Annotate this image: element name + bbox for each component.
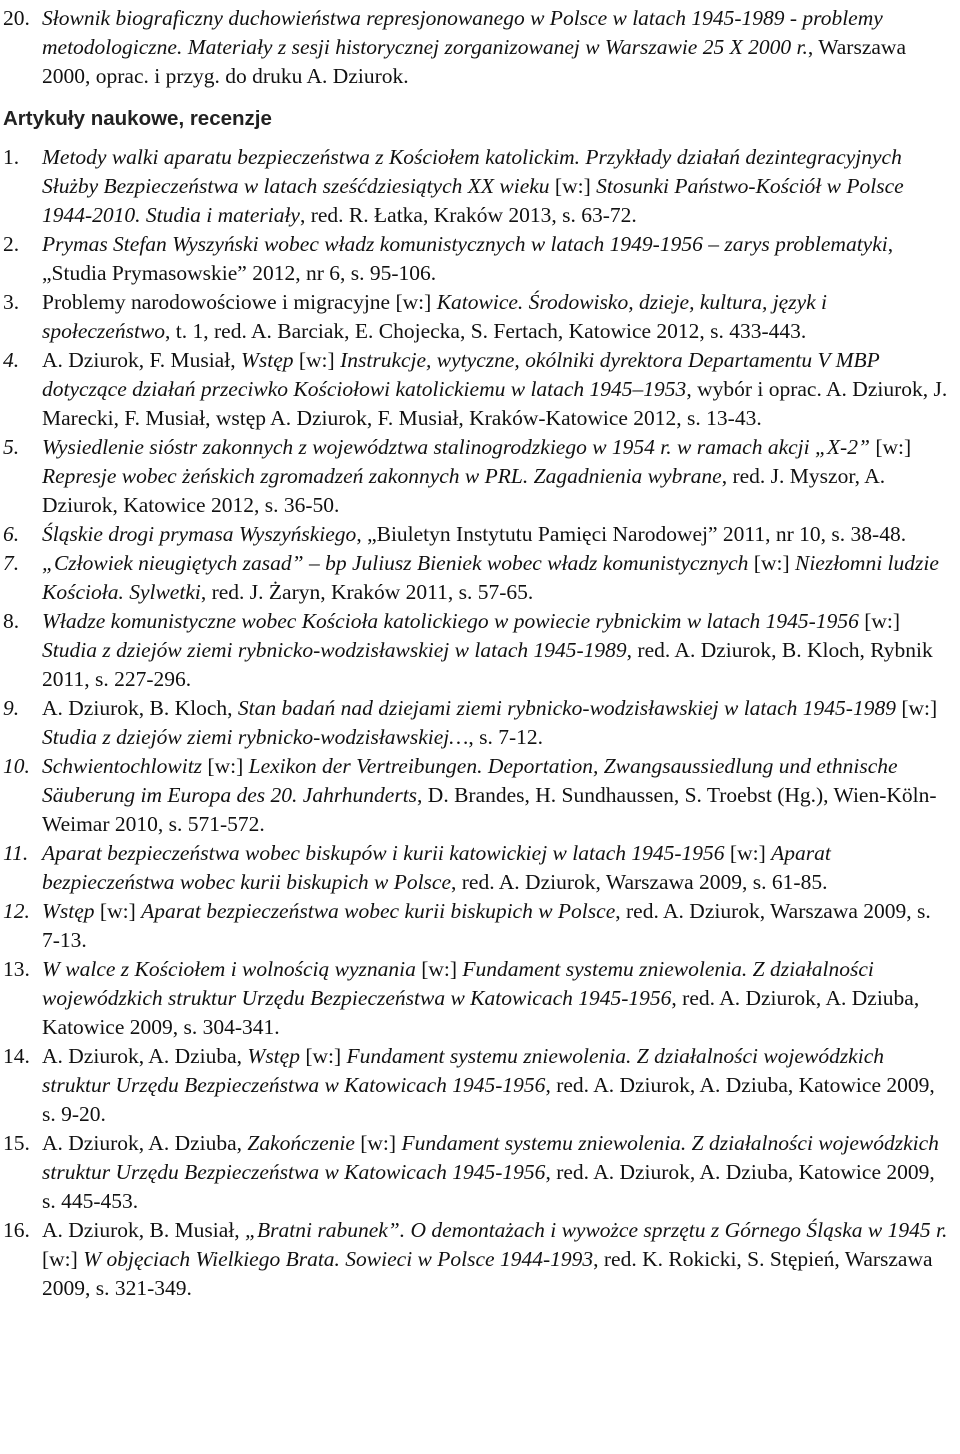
entry-text: [w:] xyxy=(42,1247,84,1271)
entry-text: [w:] xyxy=(724,841,772,865)
entry-text: , wybór i oprac. A. Dziurok, J. Marecki, F. Musiał, wstęp A. Dziurok, F. Musiał, Kraków-Katowice 2012, s. 13-43. xyxy=(42,377,948,430)
entry-text: [w:] xyxy=(869,435,912,459)
bibliography-list xyxy=(0,143,960,1303)
entry-title-text: Instrukcje, wytyczne, okólniki dyrektora Departamentu V MBP dotyczące działań przeciwko Kościołowi katolickiemu w latach 1945–1953 xyxy=(42,348,880,401)
entry-text: [w:] xyxy=(354,1131,402,1155)
entry-text: A. Dziurok, A. Dziuba, xyxy=(42,1131,248,1155)
entry-title-text: Aparat bezpieczeństwa wobec kurii biskupich w Polsce xyxy=(141,899,616,923)
entry-number: 16. xyxy=(3,1218,30,1242)
entry-title-text: Studia z dziejów ziemi rybnicko-wodzisławskiej w latach 1945-1989 xyxy=(42,638,627,662)
entry-text: [w:] xyxy=(94,899,142,923)
entry-number: 2. xyxy=(3,232,20,256)
entry-title-text: Zakończenie xyxy=(247,1131,355,1155)
entry-title-text: Fundament systemu zniewolenia. Z działalności wojewódzkich struktur Urzędu Bezpieczeństwa w Katowicach 1945-1956 xyxy=(42,1131,939,1184)
bibliography-entry xyxy=(0,694,960,752)
entry-text: A. Dziurok, B. Musiał, xyxy=(42,1218,246,1242)
entry-title-text: Aparat bezpieczeństwa wobec kurii biskupich w Polsce xyxy=(42,841,831,894)
entry-number: 10. xyxy=(3,754,30,778)
entry-text: [w:] xyxy=(748,551,795,575)
entry-text: [w:] xyxy=(293,348,341,372)
entry-number: 15. xyxy=(3,1131,30,1155)
entry-number: 13. xyxy=(3,957,30,981)
entry-text: , red. A. Dziurok, Warszawa 2009, s. 7-13. xyxy=(42,899,931,952)
entry-title-text: „Człowiek nieugiętych zasad” – bp Juliusz Bieniek wobec władz komunistycznych xyxy=(42,551,749,575)
section-heading: Artykuły naukowe, recenzje xyxy=(3,107,272,130)
entry-title-text: Lexikon der Vertreibungen. Deportation, Zwangsaussiedlung und ethnische Säuberung im Europa des 20. Jahrhunderts xyxy=(42,754,898,807)
bibliography-entry xyxy=(0,955,960,1042)
entry-number: 9. xyxy=(3,696,20,720)
entry-text: [w:] xyxy=(415,957,463,981)
bibliography-entry xyxy=(0,549,960,607)
entry-number: 1. xyxy=(3,145,20,169)
entry-text: , red. J. Myszor, A. Dziurok, Katowice 2012, s. 36-50. xyxy=(42,464,886,517)
entry-title-text: Wysiedlenie sióstr zakonnych z województwa stalinogrodzkiego w 1954 r. w ramach akcji „X-2” xyxy=(42,435,870,459)
entry-text: [w:] xyxy=(549,174,597,198)
entry-text: , t. 1, red. A. Barciak, E. Chojecka, S. Fertach, Katowice 2012, s. 433-443. xyxy=(165,319,807,343)
entry-title-text: Wstęp xyxy=(240,348,294,372)
bibliography-entry xyxy=(0,607,960,694)
entry-text: [w:] xyxy=(895,696,938,720)
entry-title-text: „Bratni rabunek”. O demontażach i wywożce sprzętu z Górnego Śląska w 1945 r. xyxy=(245,1218,948,1242)
entry-title-text: Stosunki Państwo-Kościół w Polsce 1944-2010. Studia i materiały xyxy=(42,174,904,227)
entry-text: , red. A. Dziurok, A. Dziuba, Katowice 2009, s. 9-20. xyxy=(42,1073,935,1126)
entry-text: [w:] xyxy=(299,1044,347,1068)
bibliography-entry xyxy=(0,1129,960,1216)
bibliography-entry xyxy=(0,230,960,288)
bibliography-entry xyxy=(0,839,960,897)
bibliography-list-top xyxy=(0,4,960,91)
entry-title-text: Represje wobec żeńskich zgromadzeń zakonnych w PRL. Zagadnienia wybrane xyxy=(42,464,722,488)
entry-text: , „Studia Prymasowskie” 2012, nr 6, s. 95-106. xyxy=(42,232,894,285)
bibliography-entry xyxy=(0,1216,960,1303)
entry-text: [w:] xyxy=(202,754,249,778)
bibliography-entry xyxy=(0,4,960,91)
entry-title-text: Władze komunistyczne wobec Kościoła katolickiego w powiecie rybnickim w latach 1945-1956 xyxy=(42,609,859,633)
entry-text: , D. Brandes, H. Sundhaussen, S. Troebst (Hg.), Wien-Köln-Weimar 2010, s. 571-572. xyxy=(42,783,937,836)
entry-title-text: W walce z Kościołem i wolnością wyznania xyxy=(42,957,416,981)
entry-title-text: Stan badań nad dziejami ziemi rybnicko-wodzisławskiej w latach 1945-1989 xyxy=(237,696,896,720)
entry-number: 4. xyxy=(3,348,20,372)
entry-text: , red. A. Dziurok, A. Dziuba, Katowice 2009, s. 445-453. xyxy=(42,1160,935,1213)
bibliography-entry xyxy=(0,346,960,433)
entry-title-text: W objęciach Wielkiego Brata. Sowieci w Polsce 1944-1993 xyxy=(83,1247,594,1271)
entry-text: A. Dziurok, F. Musiał, xyxy=(42,348,241,372)
entry-number: 7. xyxy=(3,551,20,575)
entry-title-text: Fundament systemu zniewolenia. Z działalności wojewódzkich struktur Urzędu Bezpieczeństwa w Katowicach 1945-1956 xyxy=(42,957,874,1010)
entry-title-text: Niezłomni ludzie Kościoła. Sylwetki xyxy=(42,551,939,604)
bibliography-entry xyxy=(0,897,960,955)
entry-title-text: Studia z dziejów ziemi rybnicko-wodzisławskiej… xyxy=(42,725,469,749)
entry-text: A. Dziurok, A. Dziuba, xyxy=(42,1044,248,1068)
entry-text: , Warszawa 2000, oprac. i przyg. do druku A. Dziurok. xyxy=(42,35,906,88)
entry-text: , „Biuletyn Instytutu Pamięci Narodowej” 2011, nr 10, s. 38-48. xyxy=(356,522,907,546)
entry-text: , red. A. Dziurok, A. Dziuba, Katowice 2009, s. 304-341. xyxy=(42,986,920,1039)
bibliography-entry xyxy=(0,288,960,346)
entry-text: Problemy narodowościowe i migracyjne xyxy=(42,290,391,314)
entry-number: 11. xyxy=(3,841,29,865)
entry-number: 14. xyxy=(3,1044,30,1068)
entry-title-text: Schwientochlowitz xyxy=(42,754,203,778)
entry-text: , s. 7-12. xyxy=(468,725,544,749)
entry-title-text: Słownik biograficzny duchowieństwa represjonowanego w Polsce w latach 1945-1989 - problemy metodologiczne. Materiały z sesji historycznej zorganizowanej w Warszawie 25 X 2000 r. xyxy=(42,6,883,59)
bibliography-entry xyxy=(0,143,960,230)
entry-text: , red. A. Dziurok, Warszawa 2009, s. 61-85. xyxy=(451,870,828,894)
entry-text: , red. J. Żaryn, Kraków 2011, s. 57-65. xyxy=(200,580,534,604)
bibliography-entry xyxy=(0,433,960,520)
bibliography-entry xyxy=(0,1042,960,1129)
entry-title-text: Prymas Stefan Wyszyński wobec władz komunistycznych w latach 1949-1956 – zarys problematyki xyxy=(42,232,888,256)
bibliography-entry xyxy=(0,520,960,549)
bibliography-entry xyxy=(0,752,960,839)
entry-title-text: Fundament systemu zniewolenia. Z działalności wojewódzkich struktur Urzędu Bezpieczeństwa w Katowicach 1945-1956 xyxy=(42,1044,884,1097)
entry-text: , red. A. Dziurok, B. Kloch, Rybnik 2011, s. 227-296. xyxy=(42,638,933,691)
entry-text: [w:] xyxy=(858,609,901,633)
entry-title-text: Śląskie drogi prymasa Wyszyńskiego xyxy=(42,522,357,546)
entry-text: [w:] xyxy=(390,290,437,314)
document-page xyxy=(0,4,960,1303)
entry-number: 3. xyxy=(3,290,20,314)
entry-number: 5. xyxy=(3,435,20,459)
entry-title-text: Wstęp xyxy=(247,1044,300,1068)
entry-title-text: Aparat bezpieczeństwa wobec biskupów i kurii katowickiej w latach 1945-1956 xyxy=(42,841,725,865)
entry-title-text: Metody walki aparatu bezpieczeństwa z Kościołem katolickim. Przykłady działań dezintegracyjnych Służby Bezpieczeństwa w latach sześćdziesiątych XX wieku xyxy=(42,145,902,198)
entry-number: 8. xyxy=(3,609,20,633)
entry-number: 20. xyxy=(3,6,30,30)
entry-title-text: Katowice. Środowisko, dzieje, kultura, język i społeczeństwo xyxy=(42,290,828,343)
entry-text: A. Dziurok, B. Kloch, xyxy=(42,696,238,720)
entry-number: 6. xyxy=(3,522,20,546)
entry-title-text: Wstęp xyxy=(42,899,95,923)
entry-text: , red. R. Łatka, Kraków 2013, s. 63-72. xyxy=(299,203,637,227)
entry-number: 12. xyxy=(3,899,30,923)
entry-text: , red. K. Rokicki, S. Stępień, Warszawa 2009, s. 321-349. xyxy=(42,1247,933,1300)
